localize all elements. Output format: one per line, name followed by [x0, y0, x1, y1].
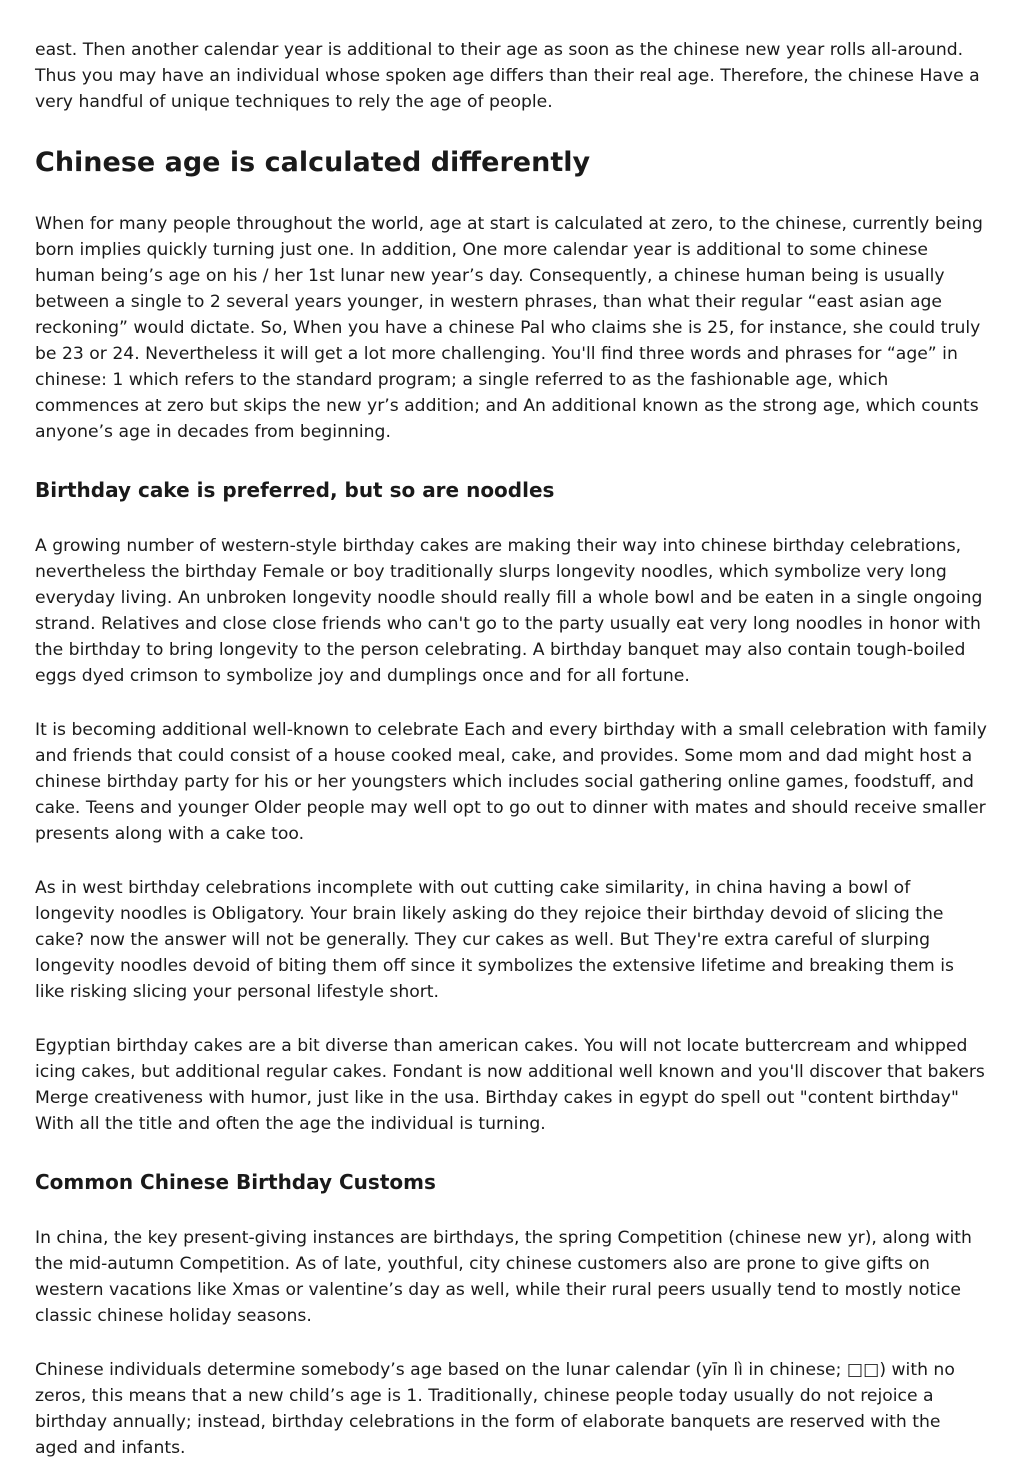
paragraph: As in west birthday celebrations incomplete with out cutting cake similarity, in china having a bowl of longevity noodles is Obligatory. Your brain likely asking do they rejoice their birthday devoid of slicing the cake? now the answer will not be generally. They cur cakes as well. But They're extra careful of slurping longevity noodles devoid of biting them off since it symbolizes the extensive lifetime and breaking them is like risking slicing your personal lifestyle short.: [35, 878, 954, 1002]
section-heading-birthday-cake: Birthday cake is preferred, but so are noodles: [35, 478, 555, 502]
paragraph: Egyptian birthday cakes are a bit diverse than american cakes. You will not locate buttercream and whipped icing cakes, but additional regular cakes. Fondant is now additional well known and you'll discover that bakers Merge creativeness with humor, just like in the usa. Birthday cakes in egypt do spell out "content birthday" With all the title and often the age the individual is turning.: [35, 1036, 985, 1134]
section-heading-birthday-customs: Common Chinese Birthday Customs: [35, 1170, 436, 1194]
paragraph: When for many people throughout the world, age at start is calculated at zero, to the chinese, currently being born implies quickly turning just one. In addition, One more calendar year is additional to some chinese human being’s age on his / her 1st lunar new year’s day. Consequently, a chinese human being is usually between a single to 2 several years younger, in western phrases, than what their regular “east asian age reckoning” would dictate. So, When you have a chinese Pal who claims she is 25, for instance, she could truly be 23 or 24. Nevertheless it will get a lot more challenging. You'll find three words and phrases for “age” in chinese: 1 which refers to the standard program; a single referred to as the fashionable age, which commences at zero but skips the new yr’s addition; and An additional known as the strong age, which counts anyone’s age in decades from beginning.: [35, 214, 983, 442]
paragraph: Chinese individuals determine somebody’s age based on the lunar calendar (yīn lì in chinese; □□) with no zeros, this means that a new child’s age is 1. Traditionally, chinese people today usually do not rejoice a birthday annually; instead, birthday celebrations in the form of elaborate banquets are reserved with the aged and infants.: [35, 1360, 955, 1458]
section-heading-chinese-age: Chinese age is calculated differently: [35, 147, 591, 178]
paragraph: In china, the key present-giving instances are birthdays, the spring Competition (chinese new yr), along with the mid-autumn Competition. As of late, youthful, city chinese customers also are prone to give gifts on western vacations like Xmas or valentine’s day as well, while their rural peers usually tend to mostly notice classic chinese holiday seasons.: [35, 1228, 972, 1326]
paragraph: A growing number of western-style birthday cakes are making their way into chinese birthday celebrations, nevertheless the birthday Female or boy traditionally slurps longevity noodles, which symbolize very long everyday living. An unbroken longevity noodle should really fill a whole bowl and be eaten in a single ongoing strand. Relatives and close close friends who can't go to the party usually eat very long noodles in honor with the birthday to bring longevity to the person celebrating. A birthday banquet may also contain tough-boiled eggs dyed crimson to symbolize joy and dumplings once and for all fortune.: [35, 536, 983, 686]
intro-paragraph: east. Then another calendar year is additional to their age as soon as the chinese new year rolls all-around. Thus you may have an individual whose spoken age differs than their real age. Therefore, the chinese Have a very handful of unique techniques to rely the age of people.: [35, 40, 980, 112]
paragraph: It is becoming additional well-known to celebrate Each and every birthday with a small celebration with family and friends that could consist of a house cooked meal, cake, and provides. Some mom and dad might host a chinese birthday party for his or her youngsters which includes social gathering online games, foodstuff, and cake. Teens and younger Older people may well opt to go out to dinner with mates and should receive smaller presents along with a cake too.: [35, 720, 987, 844]
